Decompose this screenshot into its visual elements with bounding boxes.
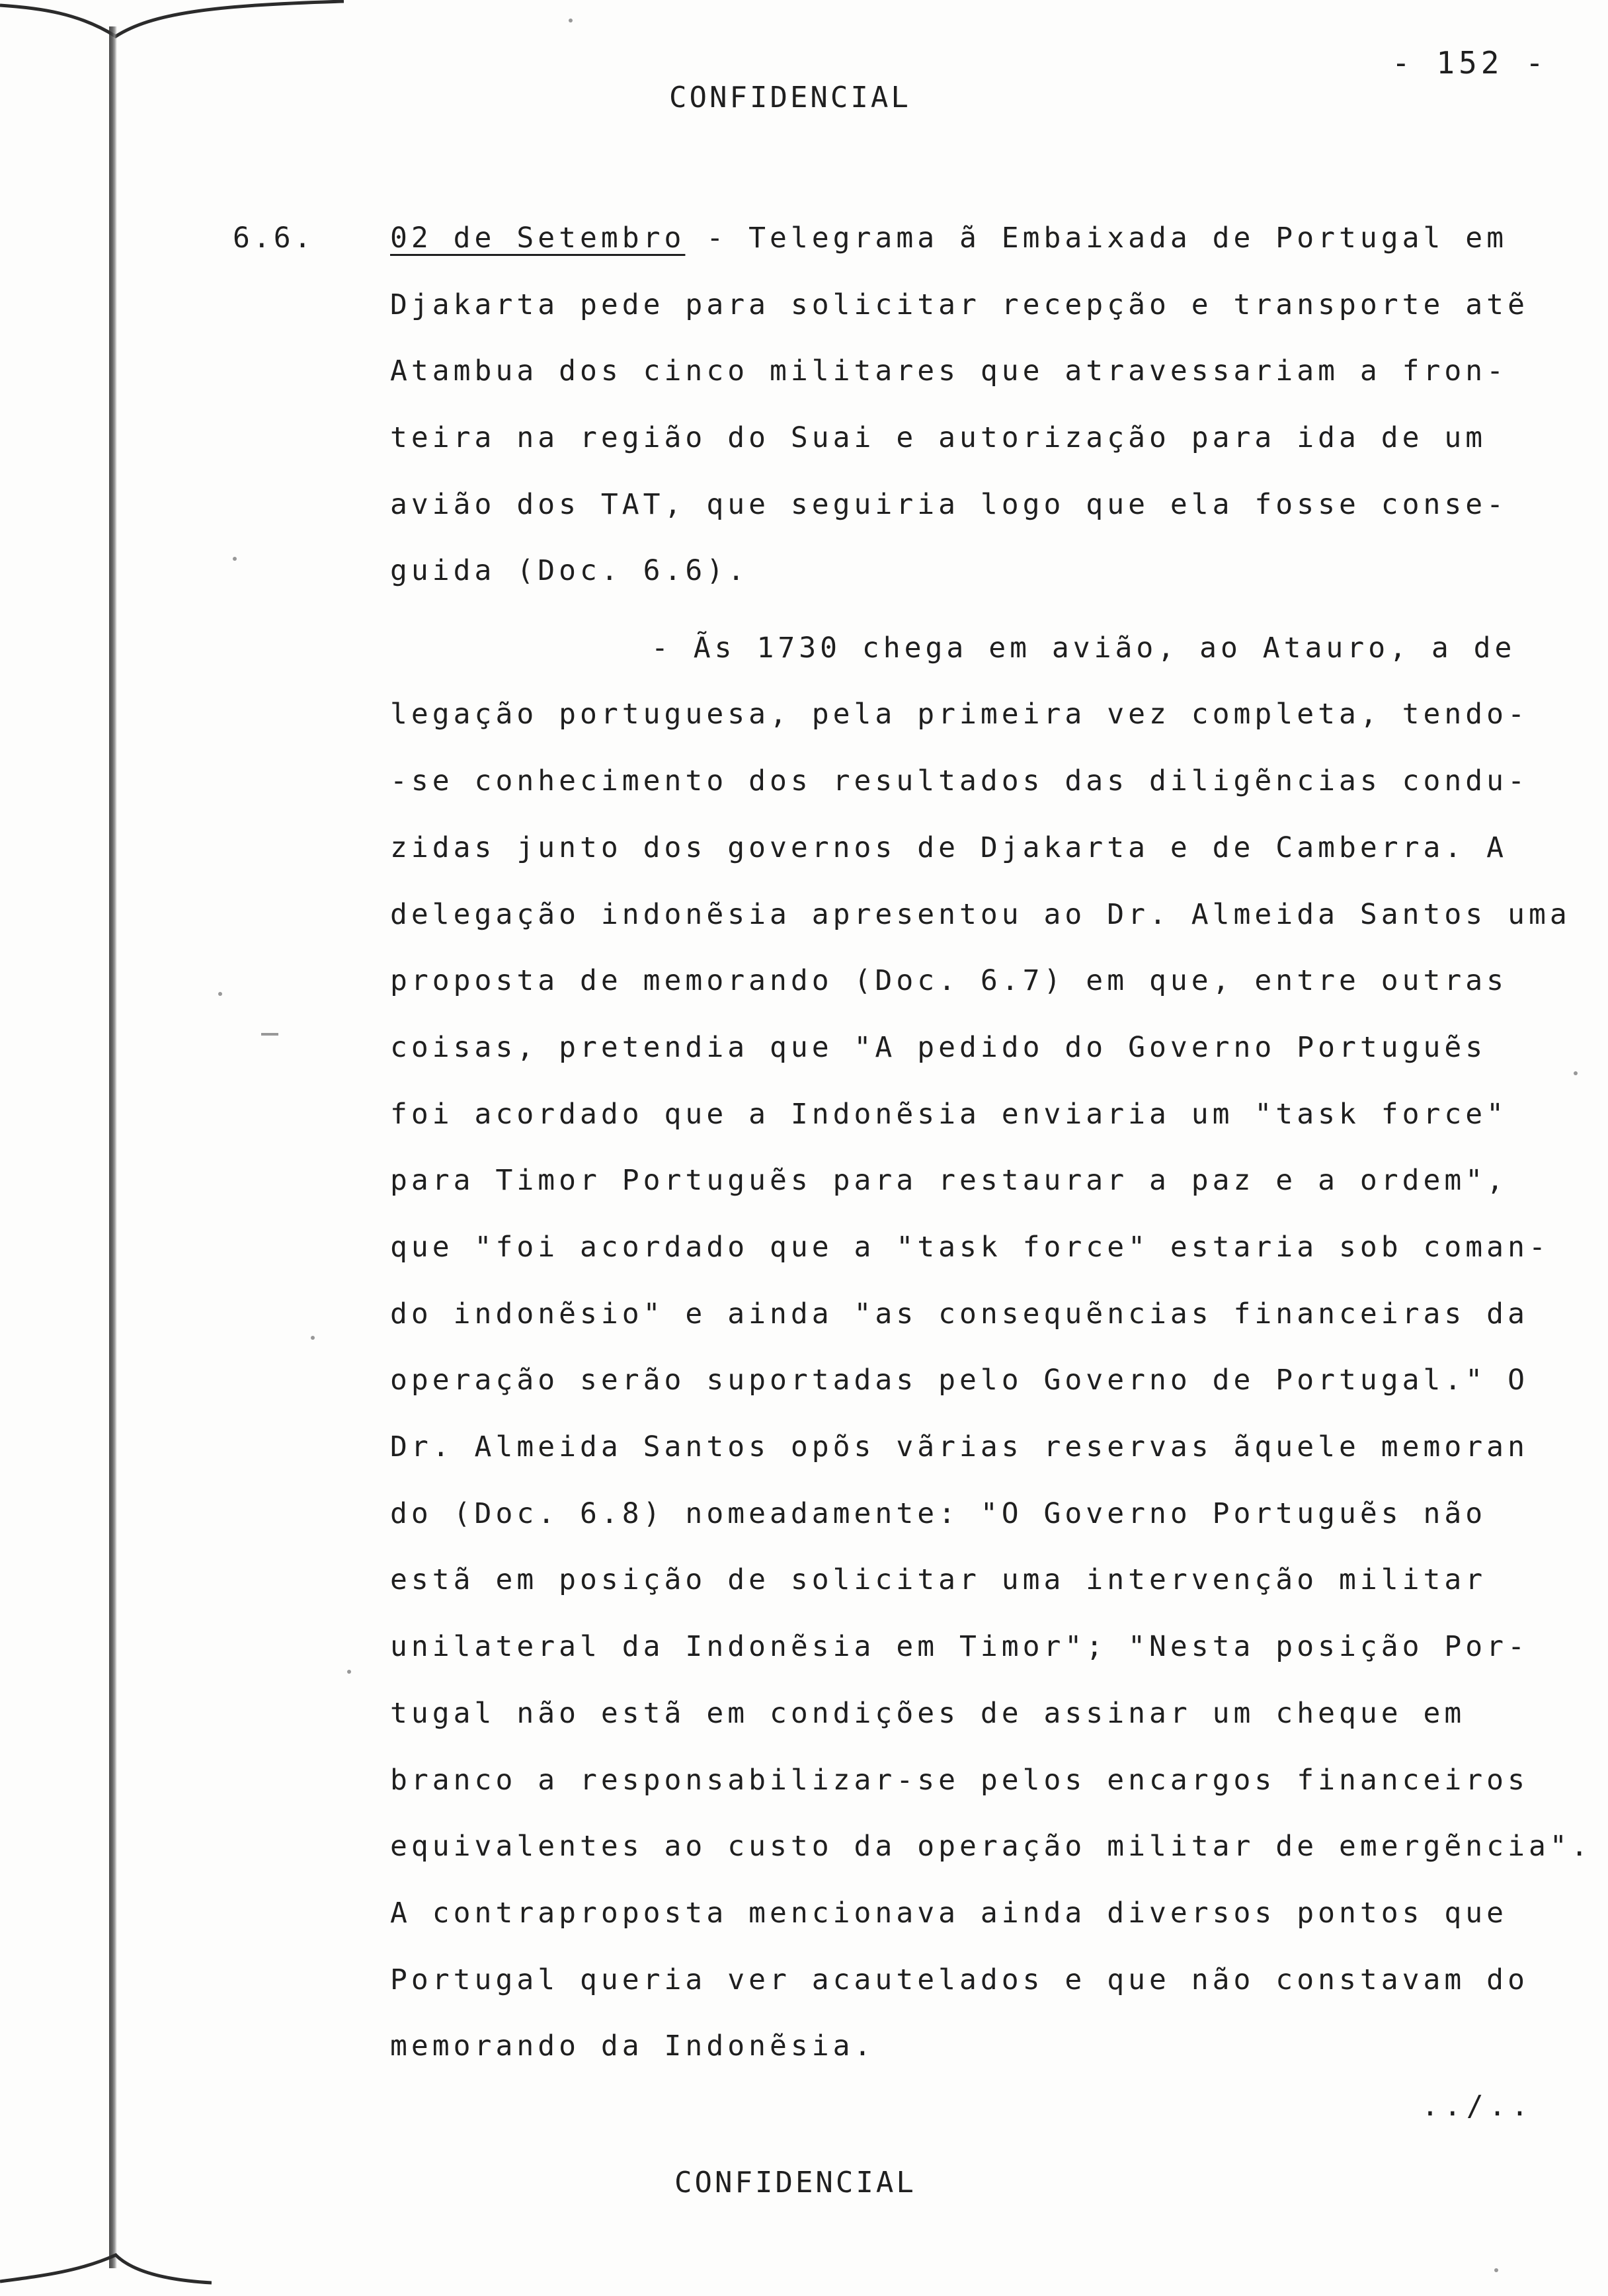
paragraph-line: do (Doc. 6.8) nomeadamente: "O Governo Portuguẽs não — [390, 1497, 1487, 1530]
paragraph-line: teira na região do Suai e autorização para ida de um — [390, 421, 1487, 454]
continuation-mark: ../.. — [1422, 2090, 1534, 2123]
binding-edge — [109, 26, 117, 2268]
paragraph-line: Portugal queria ver acautelados e que não constavam do — [390, 1963, 1529, 1996]
scan-mark — [261, 1033, 278, 1036]
paragraph-line: avião dos TAT, que seguiria logo que ela fosse conse- — [390, 488, 1508, 521]
section-date: 02 de Setembro — [390, 222, 686, 255]
paragraph-line: do indonẽsio" e ainda "as consequẽncias financeiras da — [390, 1297, 1529, 1331]
scan-speck — [1574, 1071, 1578, 1075]
paragraph-line: branco a responsabilizar-se pelos encargos financeiros — [390, 1764, 1529, 1797]
page-number: - 152 - — [1392, 45, 1548, 81]
paragraph-line: guida (Doc. 6.6). — [390, 554, 749, 587]
scan-speck — [218, 992, 222, 996]
paragraph-line: para Timor Portuguẽs para restaurar a paz e a ordem", — [390, 1164, 1508, 1197]
scan-speck — [347, 1670, 351, 1674]
footer-confidential: CONFIDENCIAL — [674, 2166, 916, 2199]
paragraph-line: coisas, pretendia que "A pedido do Governo Portuguẽs — [390, 1031, 1487, 1064]
paragraph-line: 02 de Setembro - Telegrama ã Embaixada de Portugal em — [390, 222, 1508, 255]
binding-edge-bottom — [0, 2235, 212, 2296]
section-number: 6.6. — [233, 222, 315, 255]
paragraph-line: memorando da Indonẽsia. — [390, 2030, 875, 2063]
scan-speck — [1494, 2268, 1498, 2272]
binding-edge-top — [0, 0, 344, 60]
paragraph-line: estã em posição de solicitar uma intervenção militar — [390, 1563, 1487, 1596]
paragraph-line: delegação indonẽsia apresentou ao Dr. Almeida Santos uma — [390, 898, 1571, 931]
paragraph-line: Dr. Almeida Santos opõs vãrias reservas ãquele memoran — [390, 1430, 1529, 1463]
paragraph-line: unilateral da Indonẽsia em Timor"; "Nesta posição Por- — [390, 1630, 1529, 1663]
paragraph-line: operação serão suportadas pelo Governo de Portugal." O — [390, 1364, 1529, 1397]
paragraph-line: zidas junto dos governos de Djakarta e de Camberra. A — [390, 831, 1508, 864]
paragraph-line: - Ãs 1730 chega em avião, ao Atauro, a de — [651, 632, 1516, 665]
header-confidential: CONFIDENCIAL — [669, 81, 911, 114]
paragraph-line: -se conhecimento dos resultados das diligẽncias condu- — [390, 764, 1529, 798]
paragraph-line: legação portuguesa, pela primeira vez completa, tendo- — [390, 698, 1529, 731]
paragraph-line: equivalentes ao custo da operação militar de emergẽncia". — [390, 1830, 1592, 1863]
scan-speck — [311, 1336, 315, 1340]
paragraph-line: A contraproposta mencionava ainda diversos pontos que — [390, 1897, 1508, 1930]
paragraph-line: Atambua dos cinco militares que atravessariam a fron- — [390, 354, 1508, 388]
scan-speck — [569, 19, 573, 22]
paragraph-line: que "foi acordado que a "task force" estaria sob coman- — [390, 1231, 1550, 1264]
paragraph-line: Djakarta pede para solicitar recepção e transporte atẽ — [390, 288, 1529, 321]
paragraph-line: foi acordado que a Indonẽsia enviaria um "task force" — [390, 1098, 1508, 1131]
scan-speck — [233, 557, 237, 561]
paragraph-line: proposta de memorando (Doc. 6.7) em que, entre outras — [390, 964, 1508, 997]
paragraph-line: tugal não estã em condições de assinar um cheque em — [390, 1697, 1466, 1730]
